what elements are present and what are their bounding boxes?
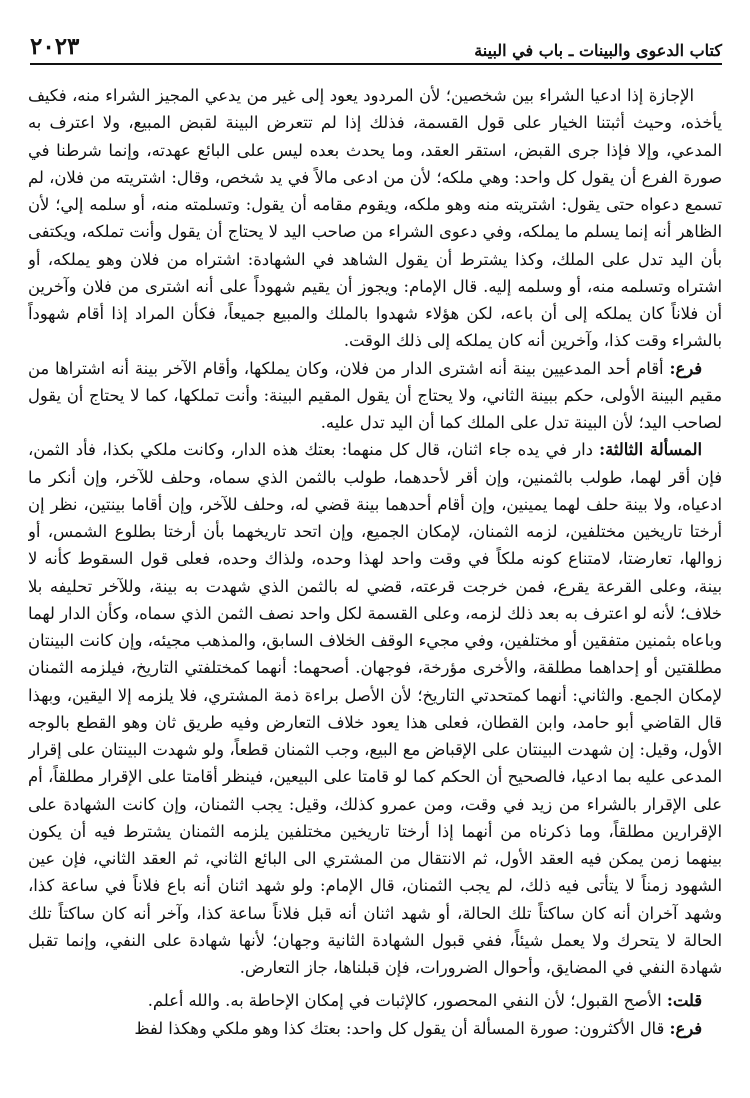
paragraph-qultu (28, 987, 722, 1014)
paragraph-text: أقام أحد المدعيين بينة أنه اشترى الدار من فلان، وكان يملكها، وأقام الآخر بينة أنه اشتراها من مقيم البينة الأولى، حكم ببينة الثاني، ولا يحتاج أن يقول المقيم البينة: وأنت تملكها، كما لا يحتاج أن يقول لصاحب اليد؛ لأن البينة تدل على الملك كما أن اليد تدل عليه. (28, 358, 722, 432)
paragraph-text: الإجازة إذا ادعيا الشراء بين شخصين؛ لأن المردود يعود إلى غير من يدعي المجيز الشراء منه، فكيف يأخذه، وحيث أثبتنا الخيار على قول القسمة، فذلك إذا لم تتعرض البينة لقبض المبيع، ولا اعترف به المدعي، وإلا فإذا جرى القبض، استقر العقد، وما يحدث بعده ليس على البائع عهدته، وإنما شرطنا في صورة الفرع أن يقول كل واحد: وهي ملكه؛ لأن من ادعى مالاً في يد شخص، وقال: اشتريته من فلان، لم تسمع دعواه حتى يقول: اشتريته منه وهو ملكه، ويقوم مقامه أن يقول: وتسلمته منه، أو سلمه إلي؛ لأن الظاهر أنه إنما يسلم ما يملكه، وفي دعوى الشراء من صاحب اليد لا يحتاج أن يقول وأنت تملكه، ويكتفى بأن اليد تدل على الملك، وكذا يشترط أن يقول الشاهد في الشهادة: اشتراه من فلان وهو يملكه، أو اشتراه وتسلمه منه، أو وسلمه إليه. قال الإمام: ويجوز أن يقيم شهوداً على أنه اشترى من فلان وآخرين أن فلاناً كان يملكه إلى أن باعه، لكن هؤلاء شهدوا بالملك والمبيع جميعاً، فكأن المراد إذا أقام شهوداً بالشراء وقت كذا، وآخرين أنه كان يملكه إلى ذلك الوقت. (28, 86, 722, 351)
paragraph-label: قلت: (666, 991, 702, 1011)
page-number: ٢٠٢٣ (30, 33, 80, 60)
paragraph-continuation (28, 82, 722, 355)
paragraph-label: المسألة الثالثة: (599, 440, 702, 460)
paragraph-branch-2 (28, 1015, 722, 1042)
paragraph-label: فرع: (669, 1018, 702, 1038)
paragraph-third-issue (28, 436, 722, 981)
running-title: كتاب الدعوى والبينات ـ باب في البينة (474, 41, 722, 60)
paragraph-text: قال الأكثرون: صورة المسألة أن يقول كل واحد: بعتك كذا وهو ملكي وهكذا لفظ (134, 1018, 665, 1038)
paragraph-text: الأصح القبول؛ لأن النفي المحصور، كالإثبات في إمكان الإحاطة به. والله أعلم. (147, 991, 662, 1011)
paragraph-label: فرع: (669, 358, 702, 378)
paragraph-branch (28, 355, 722, 437)
page-header (30, 30, 722, 65)
paragraph-text: دار في يده جاء اثنان، قال كل منهما: بعتك هذه الدار، وكانت ملكي بكذا، فأد الثمن، فإن أقر لهما، طولب بالثمنين، وإن أقر لأحدهما، طولب بالثمن الذي سماه، وحلف للآخر، وإن أنكر ما ادعياه، ولا بينة حلف لهما يمينين، وإن أقام أحدهما بينة قضي له، وحلف للآخر، وإن أقاما بينتين، نظر إن أرختا تاريخين مختلفين، لزمه الثمنان، لإمكان الجميع، وإن اتحد تاريخهما بأن أرختا بطلوع الشمس، أو زوالها، تعارضتا، لامتناع كونه ملكاً في وقت واحد لهذا وحده، ولذاك وحده، فعلى قول السقوط كأنه لا بينة، وعلى القرعة يقرع، فمن خرجت قرعته، قضي له بالثمن الذي شهدت به بينة، وللآخر تحليفه بلا خلاف؛ لأنه لو اعترف به بعد ذلك لزمه، وعلى القسمة لكل واحد نصف الثمن الذي سماه، وكأن الدار لهما وباعاه بثمنين متفقين أو مختلفين، وفي مجيء الوقف الخلاف السابق، والمذهب مجيئه، وإن كانت البينتان مطلقتين أو إحداهما مطلقة، والأخرى مؤرخة، فوجهان. أصحهما: أنهما كمختلفتي التاريخ، فيلزمه الثمنان لإمكان الجمع. والثاني: أنهما كمتحدتي التاريخ؛ لأن الأصل براءة ذمة المشتري، فلا يلزمه إلا اليقين، وبهذا قال القاضي أبو حامد، وابن القطان، فعلى هذا يعود خلاف التعارض وفيه طريق ثان وهو القطع بالوجه الأول، وقيل: إن شهدت البينتان على الإقباض مع البيع، وجب الثمنان قطعاً، ولو شهدت البينتان على إقرار المدعى عليه بما ادعيا، فالصحيح أن الحكم كما لو قامتا على البيعين، فينظر أقامتا على الإقرار مطلقاً، أم على الإقرار بالشراء من زيد في وقت، ومن عمرو كذلك، وقيل: يجب الثمنان، وإن كانت الشهادة على الإقرارين مطلقاً، وما ذكرناه من أنهما إذا أرختا تاريخين مختلفين يلزمه الثمنان يشترط فيه أن يكون بينهما زمن يمكن فيه العقد الأول، ثم الانتقال من المشتري الى البائع الثاني، ثم العقد الثاني، فإن عين الشهود زمناً لا يتأتى فيه ذلك، لم يجب الثمنان، قال الإمام: ولو شهد اثنان أنه باع فلاناً في ساعة كذا، وشهد آخران أنه كان ساكتاً تلك الحالة، أو شهد اثنان أنه قبل فلاناً ساعة كذا، وآخر أنه كان ساكتاً تلك الحالة لا يتحرك ولا يعمل شيئاً، ففي قبول الشهادة الثانية وجهان؛ لأنها شهادة على النفي، وإنما تقبل شهادة النفي في المضايق، وأحوال الضرورات، فإن قبلناها، جاز التعارض. (28, 440, 722, 977)
page-body (28, 82, 722, 1082)
